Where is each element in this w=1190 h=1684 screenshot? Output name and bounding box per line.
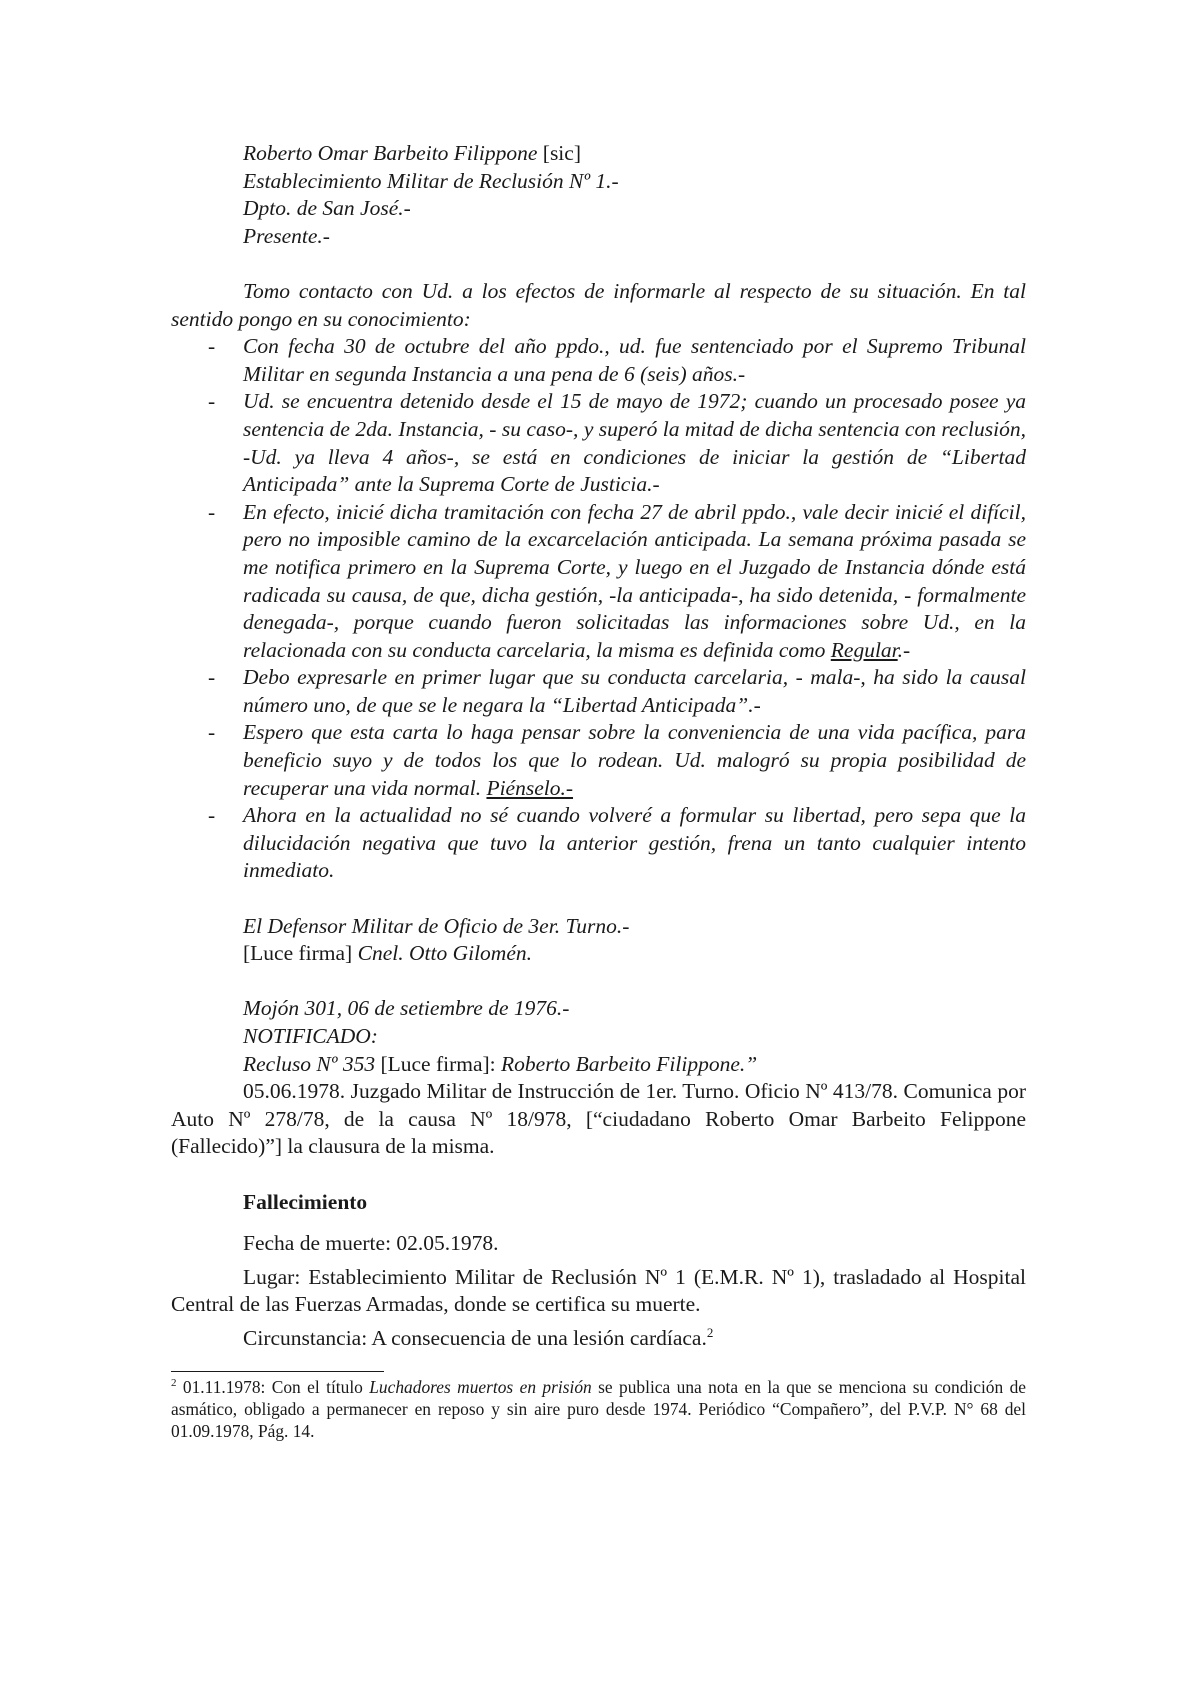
signature-label: [Luce firma]: [243, 941, 353, 966]
list-item: [171, 499, 1026, 665]
notification-block: [171, 995, 1026, 1078]
point-conduct: Debo expresarle en primer lugar que su conducta carcelaria, - mala-, ha sido la causal número uno, de que se le negara la “Libertad Anticipada”.-: [243, 665, 1026, 717]
letter-header: [171, 140, 1026, 250]
list-item: [171, 802, 1026, 885]
signatory-title: El Defensor Militar de Oficio de 3er. Turno.-: [243, 913, 630, 938]
sic-note: [sic]: [542, 141, 581, 165]
notification-label: NOTIFICADO:: [243, 1024, 378, 1048]
footnote-reference: 2: [706, 1324, 714, 1340]
recipient-establishment: Establecimiento Militar de Reclusión Nº 1.-: [243, 168, 619, 193]
list-item: [171, 333, 1026, 388]
list-dash: -: [208, 803, 216, 828]
list-item: [171, 664, 1026, 719]
recipient-department: Dpto. de San José.-: [243, 196, 411, 221]
signature-block: [171, 913, 1026, 968]
point-sentence: Con fecha 30 de octubre del año ppdo., ud. fue sentenciado por el Supremo Tribunal Militar en segunda Instancia a una pena de 6 (seis) años.-: [243, 334, 1026, 386]
section-heading: Fallecimiento: [243, 1189, 368, 1214]
point-detention: Ud. se encuentra detenido desde el 15 de mayo de 1972; cuando un procesado posee ya sentencia de 2da. Instancia, - su caso-, y superó la mitad de dicha sentencia con reclusión, -Ud. ya lleva 4 años-, se está en condiciones de iniciar la gestión de “Libertad Anticipada” ante la Suprema Corte de Justicia.-: [243, 389, 1026, 497]
footnote-separator: [171, 1371, 384, 1372]
list-item: [171, 388, 1026, 498]
list-item: [171, 719, 1026, 802]
footnote-article-title: Luchadores muertos en prisión: [369, 1376, 592, 1397]
notified-name: Roberto Barbeito Filippone.”: [501, 1051, 758, 1076]
footnote-rest: se publica una nota en la que se menciona su condición de asmático, obligado a permanecer en reposo y sin aire puro desde 1974. Periódico “Compañero”, del P.V.P. N° 68 del 01.09.1978, Pág. 14.: [171, 1376, 1026, 1441]
death-date: Fecha de muerte: 02.05.1978.: [243, 1231, 499, 1256]
footnote: [171, 1376, 1026, 1443]
list-dash: -: [208, 499, 216, 524]
notification-signature-label: [Luce firma]:: [380, 1051, 496, 1076]
recipient-name: Roberto Omar Barbeito Filippone: [243, 141, 538, 165]
letter-intro: Tomo contacto con Ud. a los efectos de informarle al respecto de su situación. En tal sentido pongo en su conocimiento:: [171, 278, 1026, 331]
list-dash: -: [208, 389, 216, 414]
list-dash: -: [208, 334, 216, 359]
list-dash: -: [208, 665, 216, 690]
recipient-presente: Presente.-: [243, 223, 330, 248]
court-entry: 05.06.1978. Juzgado Militar de Instrucción de 1er. Turno. Oficio Nº 413/78. Comunica por Auto Nº 278/78, de la causa Nº 18/978, [“ciudadano Roberto Omar Barbeito Felippone (Fallecido)”] la clausura de la misma.: [171, 1079, 1026, 1159]
recluso-number: Recluso Nº 353: [243, 1051, 376, 1076]
death-circumstance: [171, 1325, 1026, 1353]
point-process: En efecto, inicié dicha tramitación con fecha 27 de abril ppdo., vale decir inicié el difícil, pero no imposible camino de la excarcelación anticipada. La semana próxima pasada se me notifica primero en la Suprema Corte, y luego en el Juzgado de Instancia dónde está radicada su causa, de que, dicha gestión, -la anticipada-, ha sido detenida, - formalmente denegada-, porque cuando fueron solicitadas las informaciones sobre Ud., en la relacionada con su conducta carcelaria, la misma es definida como: [243, 499, 1026, 662]
footnote-start: 01.11.1978: Con el título: [176, 1376, 370, 1397]
point-process-end: .-: [897, 637, 911, 662]
point-reflection: Espero que esta carta lo haga pensar sobre la conveniencia de una vida pacífica, para beneficio suyo y de todos los que lo rodean. Ud. malogró su propia posibilidad de recuperar una vida normal.: [243, 720, 1026, 800]
list-dash: -: [208, 720, 216, 745]
point-future: Ahora en la actualidad no sé cuando volveré a formular su libertad, pero sepa que la dilucidación negativa que tuvo la anterior gestión, frena un tanto cualquier intento inmediato.: [243, 803, 1026, 883]
conduct-rating: Regular: [830, 637, 898, 662]
notification-place-date: Mojón 301, 06 de setiembre de 1976.-: [243, 996, 570, 1021]
circumstance-text: Circunstancia: A consecuencia de una lesión cardíaca.: [243, 1325, 707, 1350]
footnote-number: 2: [171, 1376, 177, 1389]
death-place: Lugar: Establecimiento Militar de Reclusión Nº 1 (E.M.R. Nº 1), trasladado al Hospital Central de las Fuerzas Armadas, donde se certifica su muerte.: [171, 1264, 1026, 1317]
document-page: [171, 140, 1026, 1442]
signatory-name: Cnel. Otto Gilomén.: [357, 941, 532, 966]
think-about-it: Piénselo.-: [486, 775, 574, 800]
letter-points-list: [171, 333, 1026, 885]
